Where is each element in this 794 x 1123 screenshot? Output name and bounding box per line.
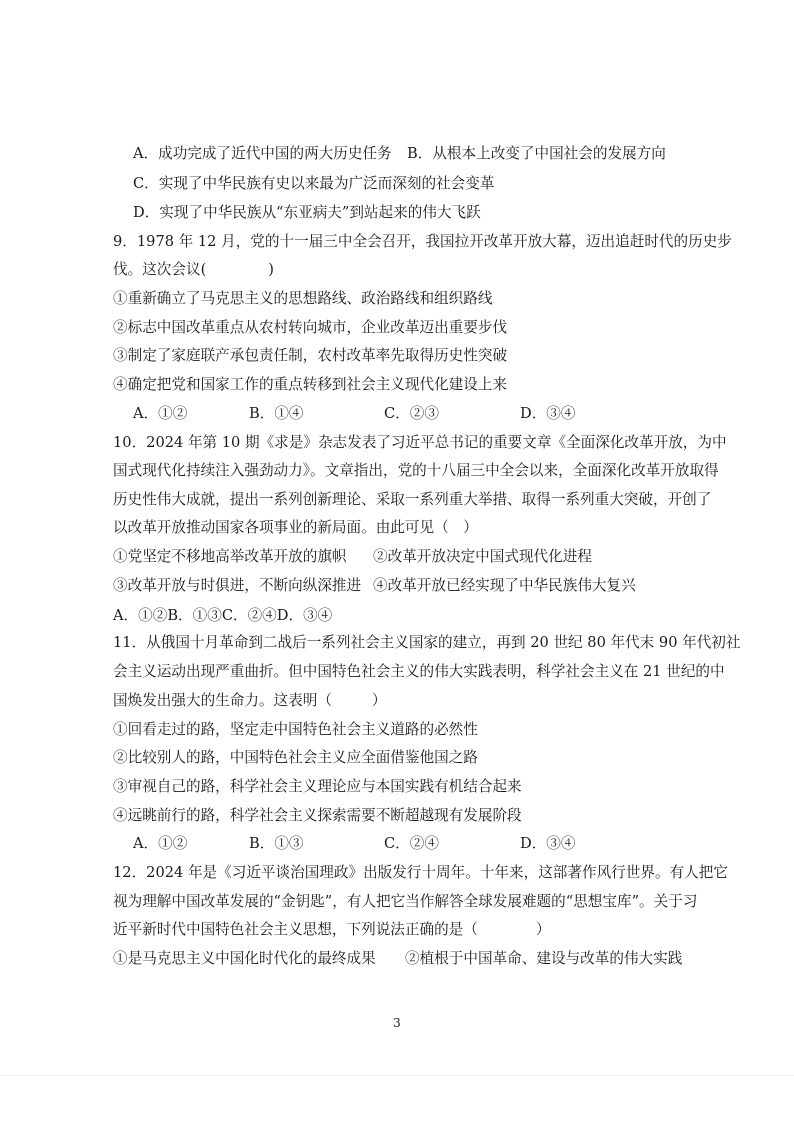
q11-option-b: B．①③ — [249, 835, 304, 852]
q9-item-3: ③制定了家庭联产承包责任制，农村改革率先取得历史性突破 — [113, 347, 508, 364]
page-number: 3 — [393, 1016, 401, 1030]
q10-options: A．①②B．①③C．②④D．③④ — [113, 607, 333, 624]
q9-item-2: ②标志中国改革重点从农村转向城市，企业改革迈出重要步伐 — [113, 319, 508, 336]
q8-option-b: B．从根本上改变了中国社会的发展方向 — [407, 145, 666, 162]
q10-item-4: ④改革开放已经实现了中华民族伟大复兴 — [373, 577, 636, 594]
q11-item-4: ④远眺前行的路，科学社会主义探索需要不断超越现有发展阶段 — [113, 807, 522, 824]
page-bottom-edge — [0, 1075, 794, 1076]
q9-item-4: ④确定把党和国家工作的重点转移到社会主义现代化建设上来 — [113, 376, 508, 393]
q11-option-d: D．③④ — [520, 835, 576, 852]
q11-item-3: ③审视自己的路，科学社会主义理论应与本国实践有机结合起来 — [113, 778, 522, 795]
q12-item-2: ②植根于中国革命、建设与改革的伟大实践 — [405, 950, 683, 967]
q11-stem-close: ） — [371, 692, 387, 709]
q8-option-c: C．实现了中华民族有史以来最为广泛而深刻的社会变革 — [133, 175, 495, 192]
q11-option-c: C．②④ — [384, 835, 439, 852]
q8-option-a: A．成功完成了近代中国的两大历史任务 — [133, 145, 392, 162]
q9-item-1: ①重新确立了马克思主义的思想路线、政治路线和组织路线 — [113, 290, 493, 307]
q12-stem-line-1: 12．2024 年是《习近平谈治国理政》出版发行十周年。十年来，这部著作风行世界。有人把它 — [113, 864, 728, 881]
q10-item-1: ①党坚定不移地高举改革开放的旗帜 — [113, 548, 347, 565]
q11-option-a: A．①② — [133, 835, 188, 852]
q12-stem-close: ） — [535, 921, 551, 938]
q9-stem-close: ) — [268, 261, 274, 278]
q11-stem-text: 国焕发出强大的生命力。这表明（ — [113, 692, 332, 709]
q9-stem-text: 伐。这次会议( — [113, 261, 207, 278]
q10-item-2: ②改革开放决定中国式现代化进程 — [373, 548, 592, 565]
q9-option-a: A．①② — [133, 405, 188, 422]
q10-stem-line-2: 国式现代化持续注入强劲动力》。文章指出，党的十八届三中全会以来，全面深化改革开放取得 — [113, 462, 719, 479]
q10-stem-line-3: 历史性伟大成就，提出一系列创新理论、采取一系列重大举措、取得一系列重大突破，开创了 — [113, 491, 712, 508]
q11-item-2: ②比较别人的路，中国特色社会主义应全面借鉴他国之路 — [113, 749, 478, 766]
q12-stem-line-3 — [113, 920, 550, 940]
q9-stem-line-1: 9．1978 年 12 月，党的十一届三中全会召开，我国拉开改革开放大幕，迈出追赶时代的历史步 — [113, 233, 732, 250]
q8-option-d: D．实现了中华民族从“东亚病夫”到站起来的伟大飞跃 — [133, 204, 481, 221]
q9-stem-line-2 — [113, 260, 274, 280]
q11-stem-line-3 — [113, 691, 387, 711]
q12-stem-line-2: 视为理解中国改革发展的“金钥匙”，有人把它当作解答全球发展难题的“思想宝库”。关于习 — [113, 893, 698, 910]
q9-option-c: C．②③ — [384, 405, 439, 422]
q10-item-3: ③改革开放与时俱进，不断向纵深推进 — [113, 577, 362, 594]
q12-stem-text: 近平新时代中国特色社会主义思想，下列说法正确的是（ — [113, 921, 478, 938]
q9-option-b: B．①④ — [249, 405, 304, 422]
q11-stem-line-1: 11．从俄国十月革命到二战后一系列社会主义国家的建立，再到 20 世纪 80 年代末 90 年代初社 — [113, 634, 741, 651]
q10-stem-line-4: 以改革开放推动国家各项事业的新局面。由此可见（ ） — [113, 519, 478, 536]
q11-stem-line-2: 会主义运动出现严重曲折。但中国特色社会主义的伟大实践表明，科学社会主义在 21 世纪的中 — [113, 663, 725, 680]
q11-item-1: ①回看走过的路，坚定走中国特色社会主义道路的必然性 — [113, 721, 478, 738]
q9-option-d: D．③④ — [520, 405, 576, 422]
q10-stem-line-1: 10．2024 年第 10 期《求是》杂志发表了习近平总书记的重要文章《全面深化改革开放，为中 — [113, 434, 727, 451]
q12-item-1: ①是马克思主义中国化时代化的最终成果 — [113, 950, 376, 967]
